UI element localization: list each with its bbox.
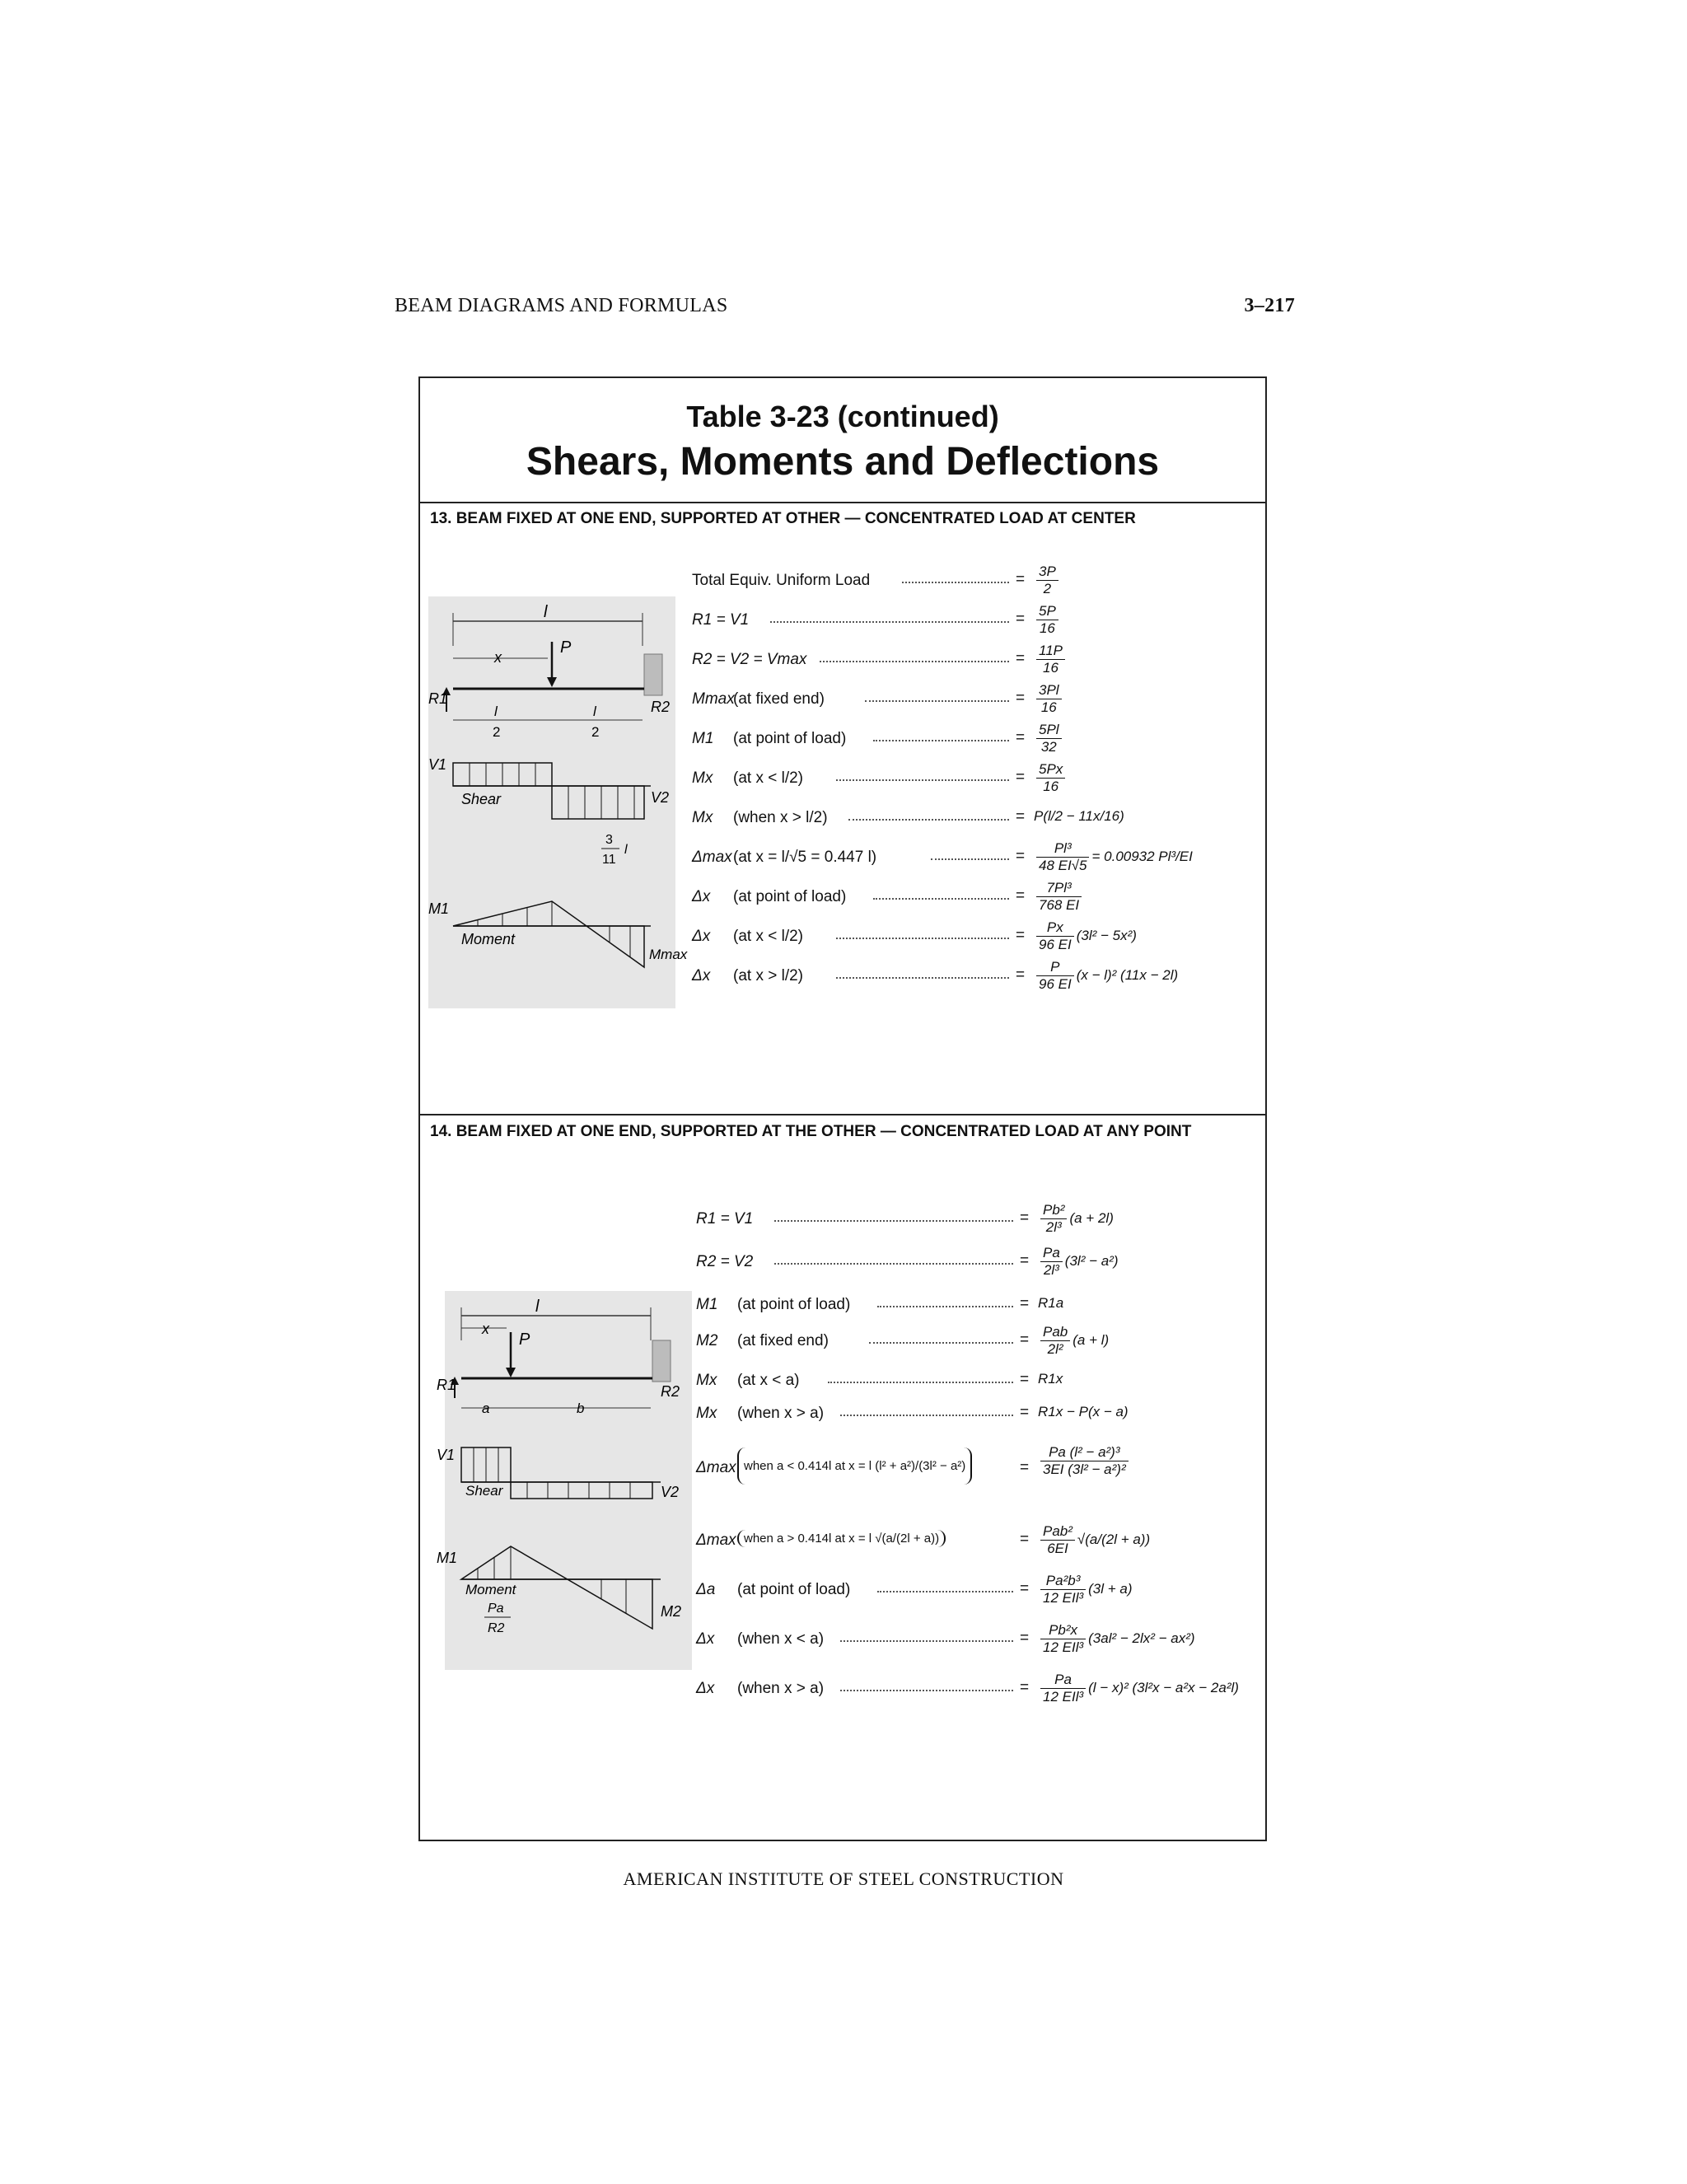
case14-row: Δx (when x > a) = $\frac{Pa}{\text{12 EIl³}}$ (l − x)² (3l²x − a²x − 2a²l) [696, 1672, 1239, 1705]
den: 16 [1039, 620, 1055, 636]
case13-row: Δx (at x < l/2) = $\frac{Px}{96 EI}$ (3l² − 5x²) [692, 919, 1137, 952]
leader-dots [931, 858, 1009, 860]
num: Pab [1040, 1324, 1070, 1341]
row-description: (when x > l/2) [733, 809, 828, 826]
row-symbol: Mx [696, 1372, 717, 1389]
row-symbol: Δmax [696, 1532, 736, 1549]
num: 5Pl [1036, 722, 1062, 739]
case13-row: R2 = V2 = Vmax = $\frac{11P}{16}$ [692, 643, 1153, 676]
case14-r2-label: R2 [661, 1383, 680, 1400]
row-description: Total Equiv. Uniform Load [692, 572, 871, 589]
extra: (a + l) [1072, 1331, 1110, 1348]
extra: P(l/2 − 11x/16) [1034, 808, 1124, 824]
case14-row: R2 = V2 = $\frac{Pa}{\text{2l³}}$ (3l² − a²) [696, 1245, 1119, 1278]
row-description: (at fixed end) [737, 1332, 829, 1349]
leader-dots [902, 582, 1009, 583]
case14-row: Δmax when a < 0.414l at x = l (l² + a²)/(3l² − a²) = $\frac{\text{Pa (l² − a²)³}}{\text{3EI (3l² − a²)²}}$ [696, 1441, 1157, 1499]
page-number: 3–217 [1244, 295, 1295, 316]
case13-row: M1 (at point of load) = $\frac{5Pl}{32}$ [692, 722, 1153, 755]
extra: (a + 2l) [1069, 1209, 1114, 1226]
row-description: (at x = l/√5 = 0.447 l) [733, 849, 877, 866]
case13-r2-label: R2 [651, 699, 671, 715]
leader-dots [840, 1690, 1013, 1691]
leader-dots [840, 1415, 1013, 1416]
row-description: when a > 0.414l at x = l √(a/(2l + a)) [737, 1530, 946, 1547]
case14-diagram [437, 1291, 700, 1678]
leader-dots [840, 1640, 1013, 1642]
case13-span-label: l [544, 603, 548, 621]
row-symbol: M1 [692, 730, 714, 747]
den: 96 EI [1039, 937, 1072, 952]
row-symbol: R1 = V1 [696, 1210, 754, 1228]
leader-dots [774, 1220, 1013, 1222]
case14-row: Mx (when x > a) = R1x − P(x − a) [696, 1404, 1129, 1422]
section-title: BEAM DIAGRAMS AND FORMULAS [395, 295, 728, 316]
den: 6EI [1047, 1541, 1068, 1556]
case13-r1-label: R1 [428, 690, 448, 707]
case14-pa-den: R2 [488, 1621, 505, 1635]
num: 11P [1036, 643, 1065, 660]
num: Pb² [1040, 1202, 1067, 1219]
case14-row: Mx (at x < a) = R1x [696, 1371, 1063, 1389]
extra: R1x [1038, 1371, 1063, 1387]
case13-half-right: l [593, 704, 596, 719]
row-symbol: Δa [696, 1581, 716, 1598]
extra: (3l + a) [1088, 1580, 1133, 1597]
case14-shear-label: Shear [465, 1483, 503, 1499]
row-symbol: Mx [692, 769, 713, 787]
publisher-footer: AMERICAN INSTITUTE OF STEEL CONSTRUCTION [623, 1868, 1064, 1889]
case14-moment-label: Moment [465, 1582, 516, 1597]
row-description: (at x < l/2) [733, 769, 803, 787]
num: 3Pl [1036, 682, 1062, 699]
case14-m1-label: M1 [437, 1550, 458, 1566]
den: 2 [1043, 581, 1052, 596]
leader-dots [836, 779, 1009, 781]
den: 12 EIl³ [1043, 1689, 1084, 1705]
table-frame [418, 376, 1267, 1841]
case13-row: R1 = V1 = $\frac{5P}{16}$ [692, 603, 1153, 636]
case14-row: M1 (at point of load) = R1a [696, 1295, 1064, 1313]
num: 5P [1036, 603, 1058, 620]
leader-dots [877, 1591, 1013, 1592]
row-description: (at point of load) [733, 730, 847, 747]
case13-row: Δx (at point of load) = $\frac{\text{7Pl³}}{768 EI}$ [692, 880, 1153, 913]
leader-dots [836, 938, 1009, 939]
extra: (3l² − 5x²) [1076, 927, 1137, 943]
row-description: (at x < l/2) [733, 928, 803, 945]
row-description: (when x > a) [737, 1680, 825, 1697]
leader-dots [828, 1382, 1013, 1383]
leader-dots [836, 977, 1009, 979]
den: 768 EI [1039, 897, 1080, 913]
case13-row: Δx (at x > l/2) = $\frac{P}{96 EI}$ (x − l)² (11x − 2l) [692, 959, 1179, 992]
row-symbol: Δx [692, 928, 711, 945]
case14-load-label: P [519, 1331, 530, 1349]
row-symbol: Δx [692, 888, 711, 905]
row-symbol: R1 = V1 [692, 611, 750, 629]
row-description: (when x > a) [737, 1405, 825, 1422]
den: 2l³ [1045, 1219, 1062, 1235]
case14-row: M2 (at fixed end) = $\frac{\text{Pab}}{\text{2l²}}$ (a + l) [696, 1324, 1110, 1357]
row-symbol: Δmax [696, 1459, 736, 1476]
case13-half-left-den: 2 [493, 724, 501, 740]
row-description: (when x < a) [737, 1630, 825, 1648]
extra: (x − l)² (11x − 2l) [1076, 966, 1179, 983]
case14-m2-label: M2 [661, 1603, 682, 1620]
row-symbol: M1 [696, 1296, 718, 1313]
row-description: (at point of load) [737, 1581, 851, 1598]
case14-x-label: x [482, 1321, 489, 1337]
num: Pa [1040, 1245, 1063, 1262]
case13-row: Total Equiv. Uniform Load = $\frac{3P}{2}$ [692, 564, 1153, 596]
case14-b-label: b [577, 1401, 585, 1416]
leader-dots [873, 740, 1009, 741]
case14-r1-label: R1 [437, 1377, 456, 1393]
extra: = 0.00932 Pl³/EI [1091, 848, 1193, 864]
case13-v1-label: V1 [428, 756, 447, 773]
den: 32 [1040, 739, 1057, 755]
leader-dots [877, 1306, 1013, 1307]
num: Px [1036, 919, 1074, 937]
case13-row: Δmax (at x = l/√5 = 0.447 l) = $\frac{\text{Pl³}}{48 EI√5}$ = 0.00932 Pl³/EI [692, 840, 1193, 873]
extra: (3l² − a²) [1064, 1252, 1119, 1269]
row-symbol: Mx [696, 1405, 717, 1422]
leader-dots [774, 1263, 1013, 1265]
table-title-box [420, 378, 1265, 503]
extra: (l − x)² (3l²x − a²x − 2a²l) [1088, 1679, 1239, 1695]
extra: (3al² − 2lx² − ax²) [1088, 1630, 1195, 1646]
den: 16 [1043, 779, 1059, 794]
row-symbol: R2 = V2 [696, 1253, 754, 1270]
case13-half-right-den: 2 [591, 724, 600, 740]
den: 3EI (3l² − a²)² [1043, 1461, 1126, 1477]
case13-diagram [428, 596, 692, 1025]
extra: R1x − P(x − a) [1038, 1404, 1129, 1419]
leader-dots [848, 819, 1009, 821]
case14-v2-label: V2 [661, 1484, 680, 1500]
leader-dots [770, 621, 1009, 623]
case14-formulas [696, 1202, 1264, 1729]
row-description: (at point of load) [733, 888, 847, 905]
case13-m1-label: M1 [428, 900, 450, 917]
case13-heading: 13. BEAM FIXED AT ONE END, SUPPORTED AT OTHER — CONCENTRATED LOAD AT CENTER [430, 510, 1136, 527]
case13-formulas [692, 564, 1260, 992]
row-description: (at x > l/2) [733, 967, 803, 984]
extra: R1a [1038, 1295, 1064, 1311]
num: P [1036, 959, 1074, 976]
case13-load-label: P [560, 638, 572, 657]
extra: √(a/(2l + a)) [1077, 1531, 1151, 1547]
case14-row: Δa (at point of load) = $\frac{\text{Pa²b³}}{\text{12 EIl³}}$ (3l + a) [696, 1573, 1133, 1606]
den: 48 EI√5 [1039, 858, 1087, 873]
case14-v1-label: V1 [437, 1447, 456, 1463]
case13-mmax-label: Mmax [649, 947, 688, 962]
row-description: (at fixed end) [733, 690, 825, 708]
den: 96 EI [1039, 976, 1072, 992]
case-separator [420, 1114, 1265, 1115]
num: Pa [1040, 1672, 1086, 1689]
row-description: (at point of load) [737, 1296, 851, 1313]
leader-dots [869, 1342, 1013, 1344]
num: Pab² [1040, 1523, 1075, 1541]
row-symbol: Mx [692, 809, 713, 826]
den: 2l² [1047, 1341, 1063, 1357]
row-description: (at x < a) [737, 1372, 800, 1389]
row-symbol: Δx [692, 967, 711, 984]
num: 5Px [1036, 761, 1065, 779]
num: Pa (l² − a²)³ [1040, 1444, 1129, 1461]
den: 12 EIl³ [1043, 1590, 1084, 1606]
row-symbol: Δmax [692, 849, 732, 866]
case13-frac-var: l [624, 843, 628, 857]
case13-frac-num: 3 [605, 833, 613, 847]
leader-dots [865, 700, 1009, 702]
case13-frac-den: 11 [602, 853, 616, 867]
case14-a-label: a [482, 1401, 490, 1416]
num: Pl³ [1036, 840, 1089, 858]
case13-row: Mx (at x < l/2) = $\frac{5Px}{16}$ [692, 761, 1153, 794]
case14-row: R1 = V1 = $\frac{\text{Pb²}}{\text{2l³}}$ (a + 2l) [696, 1202, 1114, 1235]
num: 3P [1036, 564, 1058, 581]
case14-row: Δmax when a > 0.414l at x = l √(a/(2l + a)) = $\frac{\text{Pab²}}{6EI}$ √(a/(2l + a)) [696, 1523, 1151, 1556]
den: 2l³ [1043, 1262, 1059, 1278]
table-label: Table 3-23 (continued) [686, 400, 999, 433]
case14-pa-label: Pa [488, 1602, 504, 1616]
num: Pb²x [1040, 1622, 1086, 1639]
den: 16 [1043, 660, 1058, 676]
table-title: Shears, Moments and Deflections [526, 440, 1160, 484]
case13-v2-label: V2 [651, 789, 670, 806]
case13-x-label: x [494, 649, 502, 666]
den: 12 EIl³ [1043, 1639, 1084, 1655]
row-symbol: Δx [696, 1680, 715, 1697]
num: 7Pl³ [1036, 880, 1082, 897]
den: 16 [1040, 699, 1057, 715]
case13-moment-label: Moment [461, 931, 516, 947]
leader-dots [873, 898, 1009, 900]
case14-span-label: l [535, 1298, 540, 1316]
row-symbol: R2 = V2 = Vmax [692, 651, 807, 668]
row-symbol: Mmax [692, 690, 735, 708]
running-head [395, 295, 1295, 328]
case13-shear-label: Shear [461, 791, 502, 807]
row-symbol: M2 [696, 1332, 718, 1349]
case13-row: Mmax (at fixed end) = $\frac{3Pl}{16}$ [692, 682, 1153, 715]
case14-heading: 14. BEAM FIXED AT ONE END, SUPPORTED AT THE OTHER — CONCENTRATED LOAD AT ANY POINT [430, 1123, 1192, 1140]
leader-dots [820, 661, 1009, 662]
case13-half-left: l [494, 704, 498, 719]
case14-row: Δx (when x < a) = $\frac{\text{Pb²x}}{\text{12 EIl³}}$ (3al² − 2lx² − ax²) [696, 1622, 1195, 1655]
num: Pa²b³ [1040, 1573, 1086, 1590]
case13-row: Mx (when x > l/2) = P(l/2 − 11x/16) [692, 808, 1124, 826]
row-description: when a < 0.414l at x = l (l² + a²)/(3l² − a²) [737, 1447, 972, 1485]
row-symbol: Δx [696, 1630, 715, 1648]
